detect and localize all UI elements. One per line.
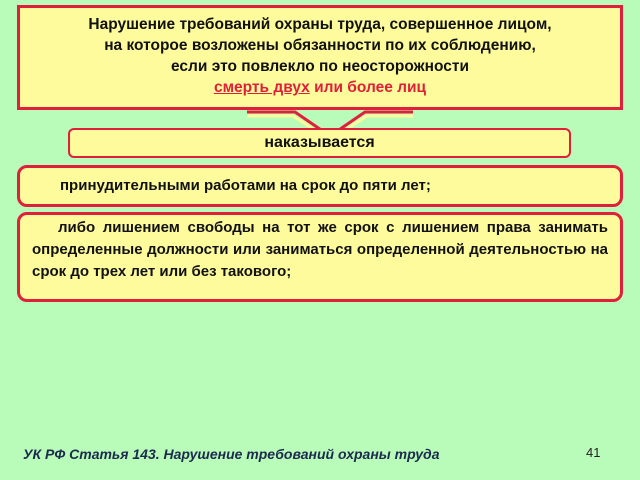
title-line-3: если это повлекло по неосторожности <box>171 58 469 75</box>
offense-title-box <box>17 5 623 110</box>
penalty-forced-labor-text: принудительными работами на срок до пяти лет; <box>60 177 431 194</box>
title-line-2: на которое возложены обязанности по их соблюдению, <box>104 37 536 54</box>
punished-label: наказывается <box>264 134 375 151</box>
title-highlight: или более лиц <box>309 79 427 96</box>
punished-label-box <box>68 128 571 158</box>
title-highlight-underlined: смерть двух <box>213 79 310 96</box>
page-number: 41 <box>586 445 601 460</box>
title-line-1: Нарушение требований охраны труда, совершенное лицом, <box>88 16 552 33</box>
penalty-imprisonment-box <box>17 212 623 302</box>
penalty-forced-labor-box <box>17 165 623 207</box>
title-line-4 <box>20 77 620 98</box>
penalty-imprisonment-text: либо лишением свободы на тот же срок с лишением права занимать определенные должности или заниматься определенной деятельностью на срок до трех лет или без такового; <box>32 219 608 280</box>
footer-caption: УК РФ Статья 143. Нарушение требований охраны труда <box>23 446 440 462</box>
